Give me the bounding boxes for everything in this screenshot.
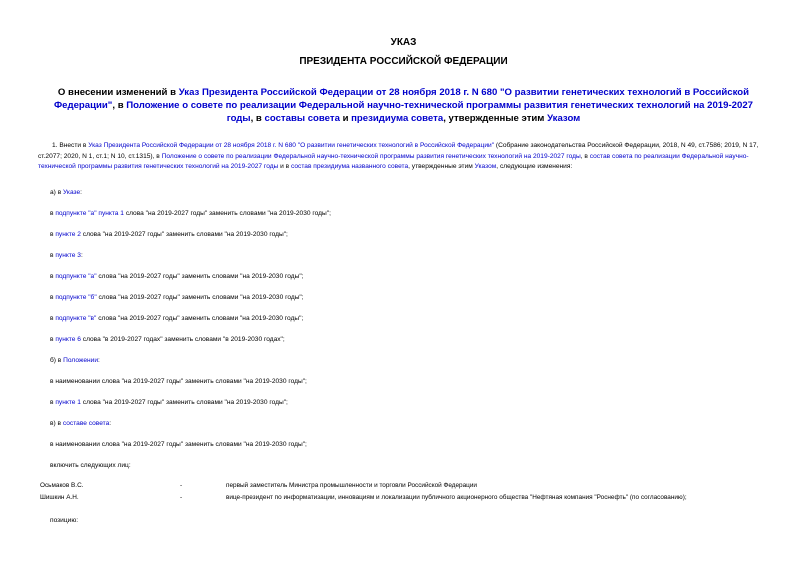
paragraph-text: и в bbox=[278, 163, 291, 170]
link-regulation[interactable]: Положение о совете по реализации Федеральной научно-технической программы развития генетических технологий на 2019-2027 годы bbox=[161, 152, 581, 160]
item-text: в bbox=[50, 294, 56, 301]
heading-text: и bbox=[339, 113, 352, 124]
item-a3a bbox=[50, 272, 765, 283]
heading-link-decree[interactable]: Указ Президента Российской Федерации от 28 ноября 2018 г. N 680 "О развитии генетических технологий в Российской Федерации" bbox=[53, 87, 750, 111]
item-text: слова "на 2019-2027 годы" заменить словами "на 2019-2030 годы"; bbox=[80, 231, 288, 238]
item-a3c bbox=[50, 314, 765, 325]
person-dash: - bbox=[180, 494, 183, 501]
item-c1 bbox=[50, 440, 765, 451]
heading-link-decree-short[interactable]: Указом bbox=[547, 113, 581, 124]
item-text: включить следующих лиц: bbox=[50, 462, 131, 469]
link-subpoint-b[interactable]: подпункте "б" bbox=[55, 294, 97, 301]
item-b1 bbox=[50, 377, 765, 388]
item-text: слова "в 2019-2027 годах" заменить словами "в 2019-2030 годах"; bbox=[80, 336, 285, 343]
heading-text: О внесении изменений в bbox=[57, 87, 179, 98]
item-text: б) в bbox=[50, 357, 64, 364]
heading-text: , в bbox=[250, 113, 265, 124]
item-text: слова "на 2019-2027 годы" заменить словами "на 2019-2030 годы"; bbox=[96, 273, 304, 280]
item-text: в) в bbox=[50, 420, 63, 427]
item-c bbox=[50, 419, 765, 430]
item-b2 bbox=[50, 398, 765, 409]
item-text: в bbox=[50, 231, 56, 238]
item-a2 bbox=[50, 230, 765, 241]
item-text: : bbox=[98, 357, 100, 364]
item-b bbox=[50, 356, 765, 367]
link-point-1[interactable]: пункте 1 bbox=[55, 399, 81, 406]
decree-title: УКАЗ bbox=[390, 37, 417, 48]
item-text: а) в bbox=[50, 189, 64, 196]
item-a3 bbox=[50, 251, 765, 262]
heading-link-presidium-composition[interactable]: президиума совета bbox=[351, 113, 444, 124]
person-name: Шишкин А.Н. bbox=[40, 494, 79, 501]
decree-subtitle: ПРЕЗИДЕНТА РОССИЙСКОЙ ФЕДЕРАЦИИ bbox=[299, 56, 508, 67]
link-subpoint-a[interactable]: подпункте "а" bbox=[55, 210, 97, 217]
paragraph-text: , утвержденные этим bbox=[408, 163, 475, 170]
paragraph-text: 1. Внести в bbox=[52, 142, 89, 149]
person-role: вице-президент по информатизации, инновациям и локализации публичного акционерного общества "Нефтяная компания "Роснефть" (по согласованию); bbox=[226, 494, 687, 501]
person-dash: - bbox=[180, 482, 183, 489]
paragraph-text: , в bbox=[580, 152, 590, 160]
heading-text: , утвержденные этим bbox=[443, 113, 548, 124]
link-subpoint-v[interactable]: подпункте "в" bbox=[55, 315, 97, 322]
paragraph-text: (Собрание законодательства Российской Федерации, 2018, N 49, ст.7586; 2019, N 17, ст.2077; 2020, N 1, ст.1; N 10, ст.1315), в bbox=[38, 142, 759, 160]
item-text: в наименовании слова "на 2019-2027 годы" заменить словами "на 2019-2030 годы"; bbox=[50, 441, 307, 448]
item-c2 bbox=[50, 461, 765, 472]
item-text: в bbox=[50, 210, 56, 217]
paragraph-text: , следующие изменения: bbox=[496, 163, 573, 170]
link-point-6[interactable]: пункте 6 bbox=[55, 336, 81, 343]
link-council-composition[interactable]: состав совета по реализации Федеральной научно-технической программы развития генетических технологий на 2019-2027 годы bbox=[38, 152, 749, 170]
link-presidium-composition[interactable]: состав президиума названного совета bbox=[291, 163, 409, 170]
item-text: : bbox=[80, 252, 83, 259]
item-text: в наименовании слова "на 2019-2027 годы" заменить словами "на 2019-2030 годы"; bbox=[50, 378, 307, 385]
item-a1 bbox=[50, 209, 765, 220]
item-c3 bbox=[50, 516, 765, 527]
link-point-2[interactable]: пункте 2 bbox=[55, 231, 81, 238]
item-text: в bbox=[50, 252, 56, 259]
link-polozhenie[interactable]: Положении bbox=[63, 357, 99, 364]
item-text: в bbox=[50, 273, 56, 280]
item-a4 bbox=[50, 335, 765, 346]
item-a bbox=[50, 188, 765, 199]
link-point-3[interactable]: пункте 3 bbox=[55, 252, 81, 259]
heading-link-regulation[interactable]: Положение о совете по реализации Федеральной научно-технической программы развития генетических технологий на 2019-2027 годы bbox=[126, 100, 754, 124]
link-ukaz[interactable]: Указе bbox=[63, 189, 81, 196]
link-decree[interactable]: Указ Президента Российской Федерации от 28 ноября 2018 г. N 680 "О развитии генетических технологий в Российской Федерации" bbox=[88, 142, 495, 149]
item-text: в bbox=[50, 315, 56, 322]
item-text: слова "на 2019-2027 годы" заменить словами "на 2019-2030 годы"; bbox=[123, 210, 331, 217]
item-text: слова "на 2019-2027 годы" заменить словами "на 2019-2030 годы"; bbox=[96, 315, 304, 322]
link-council-composition[interactable]: составе совета bbox=[62, 420, 110, 427]
link-subpoint-a[interactable]: подпункте "а" bbox=[55, 273, 97, 280]
paragraph-1 bbox=[38, 141, 768, 173]
person-name: Осьмаков В.С. bbox=[40, 482, 84, 489]
item-text: : bbox=[80, 189, 83, 196]
item-text: слова "на 2019-2027 годы" заменить словами "на 2019-2030 годы"; bbox=[80, 399, 288, 406]
item-text: в bbox=[50, 336, 56, 343]
link-point-1[interactable]: пункта 1 bbox=[98, 210, 124, 217]
item-text: слова "на 2019-2027 годы" заменить словами "на 2019-2030 годы"; bbox=[96, 294, 304, 301]
item-text: в bbox=[50, 399, 56, 406]
item-a3b bbox=[50, 293, 765, 304]
heading-text: , в bbox=[112, 100, 127, 111]
person-role: первый заместитель Министра промышленности и торговли Российской Федерации bbox=[226, 482, 477, 489]
link-decree-short[interactable]: Указом bbox=[474, 163, 497, 170]
item-text: : bbox=[109, 420, 112, 427]
decree-heading bbox=[40, 86, 767, 125]
heading-link-council-composition[interactable]: составы совета bbox=[264, 113, 340, 124]
item-text: позицию: bbox=[50, 517, 79, 524]
